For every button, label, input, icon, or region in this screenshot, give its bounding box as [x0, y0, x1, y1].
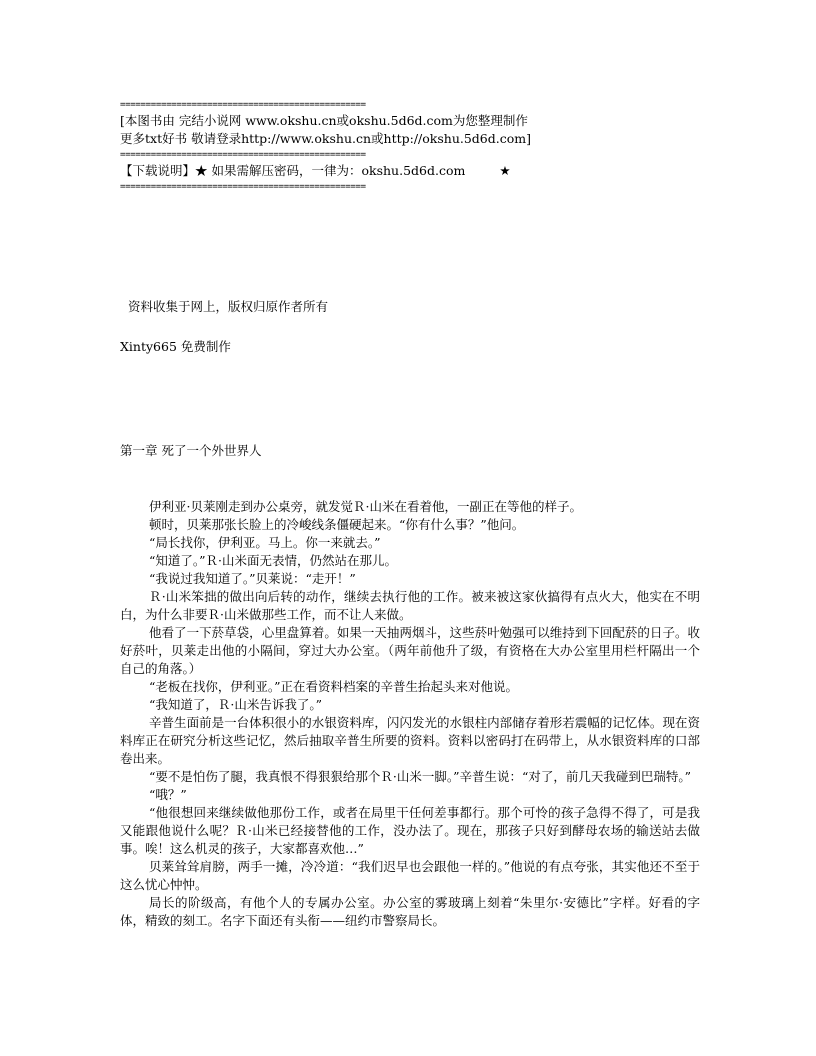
paragraph: “他很想回来继续做他那份工作，或者在局里干任何差事都行。那个可怜的孩子急得不得了，可是我又能跟他说什么呢？Ｒ·山米已经接替他的工作，没办法了。现在，那孩子只好到酵母农场的输送站去做事。唉！这么机灵的孩子，大家都喜欢他…” [120, 805, 700, 856]
paragraph: “局长找你，伊利亚。马上。你一来就去。” [149, 535, 381, 550]
paragraph: 贝莱耸耸肩膀，两手一摊，冷冷道：“我们迟早也会跟他一样的。”他说的有点夸张，其实他还不至于这么忧心忡忡。 [120, 859, 700, 892]
download-note-text: 【下载说明】★ 如果需解压密码，一律为：okshu.5d6d.com [120, 163, 466, 178]
chapter-title: 第一章 死了一个外世界人 [120, 443, 262, 458]
paragraph: “要不是怕伤了腿，我真恨不得狠狠给那个Ｒ·山米一脚。”辛普生说：“对了，前几天我碰到巴瑞特。” [149, 769, 692, 784]
header-line-more: 更多txt好书 敬请登录http://www.okshu.cn或http://okshu.5d6d.com] [120, 131, 531, 146]
paragraph: 他看了一下菸草袋，心里盘算着。如果一天抽两烟斗，这些菸叶勉强可以维持到下回配菸的日子。收好菸叶，贝莱走出他的小隔间，穿过大办公室。（两年前他升了级，有资格在大办公室里用栏杆隔出一个自己的角落。） [120, 625, 700, 676]
chapter-body [120, 498, 700, 930]
paragraph: Ｒ·山米笨拙的做出向后转的动作，继续去执行他的工作。被来被这家伙搞得有点火大，他实在不明白，为什么非要Ｒ·山米做那些工作，而不让人来做。 [120, 589, 700, 622]
paragraph: “我说过我知道了。”贝莱说：“走开！” [149, 571, 356, 586]
header-line-source: [本图书由 完结小说网 www.okshu.cn或okshu.5d6d.com为您整理制作 [120, 113, 528, 128]
paragraph: 顿时，贝莱那张长脸上的冷峻线条僵硬起来。“你有什么事？”他问。 [149, 517, 525, 532]
producer-credit: Xinty665 免费制作 [120, 339, 231, 354]
paragraph: “哦？” [149, 787, 187, 802]
header-rule-middle: ================================================ [120, 150, 366, 160]
download-note [120, 162, 700, 180]
header-rule-top: ================================================ [120, 100, 366, 110]
paragraph: “我知道了，Ｒ·山米告诉我了。” [149, 697, 323, 712]
paragraph: “老板在找你，伊利亚。”正在看资料档案的辛普生抬起头来对他说。 [149, 679, 519, 694]
paragraph: 局长的阶级高，有他个人的专属办公室。办公室的雾玻璃上刻着“朱里尔·安德比”字样。好看的字体，精致的刻工。名字下面还有头衔——纽约市警察局长。 [120, 895, 700, 928]
header-rule-bottom: ================================================ [120, 182, 366, 192]
star-icon: ★ [499, 163, 511, 178]
copyright-note: 资料收集于网上，版权归原作者所有 [128, 299, 329, 314]
paragraph: 伊利亚·贝莱刚走到办公桌旁，就发觉Ｒ·山米在看着他，一副正在等他的样子。 [149, 499, 582, 514]
credits-block [120, 298, 700, 356]
document-page [120, 98, 700, 930]
paragraph: “知道了。”Ｒ·山米面无表情，仍然站在那儿。 [149, 553, 398, 568]
header-block [120, 98, 700, 194]
paragraph: 辛普生面前是一台体积很小的水银资料库，闪闪发光的水银柱内部储存着形若震幅的记忆体。现在资料库正在研究分析这些记忆，然后抽取辛普生所要的资料。资料以密码打在码带上，从水银资料库的口部卷出来。 [120, 715, 700, 766]
